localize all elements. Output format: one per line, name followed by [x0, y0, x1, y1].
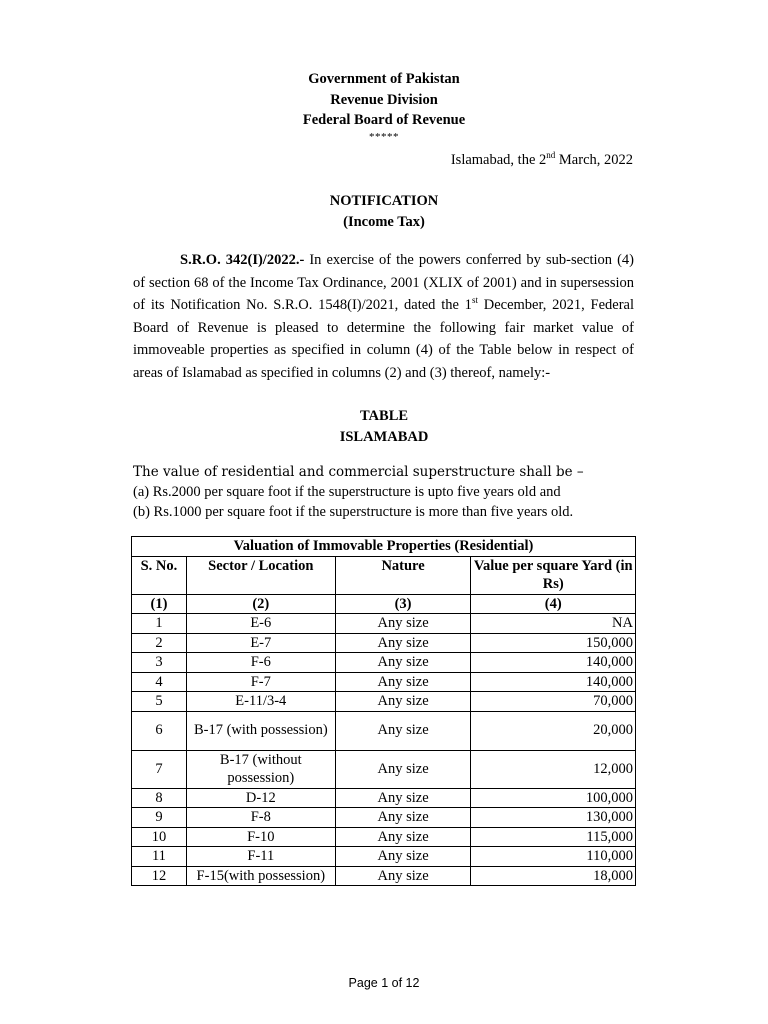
row-nature: Any size: [335, 788, 471, 808]
dateline-prefix: Islamabad, the 2: [450, 152, 547, 168]
notification-title: NOTIFICATION: [329, 193, 439, 209]
table-heading-line2: ISLAMABAD: [339, 429, 429, 445]
row-sno: 9: [132, 808, 187, 828]
row-sector: F-7: [186, 672, 335, 692]
table-header-row: [132, 556, 636, 594]
table-row: [132, 653, 636, 673]
row-value: 100,000: [471, 788, 636, 808]
row-sno: 3: [132, 653, 187, 673]
row-sector: F-15(with possession): [186, 866, 335, 886]
table-row: [132, 711, 636, 750]
row-sector: F-8: [186, 808, 335, 828]
row-sector: E-6: [186, 614, 335, 634]
paragraph-ordinal: st: [471, 295, 478, 306]
row-value: 12,000: [471, 750, 636, 788]
row-nature: Any size: [335, 711, 471, 750]
dateline: [451, 150, 633, 170]
dateline-ordinal: nd: [546, 150, 556, 161]
superstructure-item-a: (a) Rs.2000 per square foot if the superstructure is upto five years old and: [133, 484, 561, 500]
table-row: [132, 808, 636, 828]
header-government: Government of Pakistan: [308, 71, 460, 87]
row-value: 150,000: [471, 633, 636, 653]
row-value: 110,000: [471, 847, 636, 867]
row-value: 115,000: [471, 827, 636, 847]
row-sno: 4: [132, 672, 187, 692]
row-nature: Any size: [335, 847, 471, 867]
row-value: 70,000: [471, 692, 636, 712]
valuation-table-body: [132, 537, 636, 886]
row-nature: Any size: [335, 672, 471, 692]
superstructure-item-b: (b) Rs.1000 per square foot if the superstructure is more than five years old.: [133, 504, 574, 520]
header-value: Value per square Yard (in Rs): [471, 556, 636, 594]
header-separator-stars: *****: [369, 130, 399, 143]
row-value: 20,000: [471, 711, 636, 750]
row-sno: 6: [132, 711, 187, 750]
table-row: [132, 672, 636, 692]
row-sno: 2: [132, 633, 187, 653]
paragraph-text-1: In exercise of the powers conferred by sub-section (4) of section 68 of the Income Tax Ordinance, 2001 (XLIX of 2001) and in supersession of its Notification No. S.R.O. 1548(I)/2021, dated the 1: [133, 252, 634, 313]
table-heading-line1: TABLE: [359, 408, 409, 424]
row-sector: D-12: [186, 788, 335, 808]
row-nature: Any size: [335, 653, 471, 673]
row-value: 140,000: [471, 653, 636, 673]
table-row: [132, 692, 636, 712]
row-sno: 5: [132, 692, 187, 712]
table-row: [132, 847, 636, 867]
column-number-4: (4): [471, 594, 636, 614]
row-sno: 12: [132, 866, 187, 886]
row-sno: 8: [132, 788, 187, 808]
valuation-table: [131, 536, 636, 886]
table-row: [132, 614, 636, 634]
row-sector: B-17 (without possession): [186, 750, 335, 788]
header-board: Federal Board of Revenue: [302, 112, 466, 128]
row-nature: Any size: [335, 827, 471, 847]
row-sector: F-10: [186, 827, 335, 847]
document-header: [0, 69, 768, 143]
header-sector: Sector / Location: [186, 556, 335, 594]
table-row: [132, 750, 636, 788]
dateline-suffix: March, 2022: [555, 152, 633, 168]
column-number-1: (1): [132, 594, 187, 614]
row-value: 18,000: [471, 866, 636, 886]
column-number-3: (3): [335, 594, 471, 614]
paragraph-text-2: December, 2021, Federal Board of Revenue is pleased to determine the following fair market value of immoveable properties as specified in column (4) of the Table below in respect of areas of Islamabad as specified in columns (2) and (3) thereof, namely:-: [133, 297, 634, 381]
header-sno: S. No.: [132, 556, 187, 594]
notification-subtitle: (Income Tax): [343, 214, 425, 230]
notification-paragraph: [133, 249, 634, 384]
row-sno: 10: [132, 827, 187, 847]
row-nature: Any size: [335, 808, 471, 828]
row-sno: 1: [132, 614, 187, 634]
row-sector: E-11/3-4: [186, 692, 335, 712]
row-sector: F-11: [186, 847, 335, 867]
table-row: [132, 633, 636, 653]
row-value: 130,000: [471, 808, 636, 828]
row-value: 140,000: [471, 672, 636, 692]
superstructure-intro: The value of residential and commercial superstructure shall be –: [133, 464, 584, 480]
sro-number: S.R.O. 342(I)/2022.-: [180, 252, 305, 268]
row-nature: Any size: [335, 614, 471, 634]
row-value: NA: [471, 614, 636, 634]
header-division: Revenue Division: [330, 91, 438, 108]
row-nature: Any size: [335, 866, 471, 886]
table-caption-row: [132, 537, 636, 557]
row-nature: Any size: [335, 692, 471, 712]
table-row: [132, 827, 636, 847]
page-footer: Page 1 of 12: [348, 976, 420, 990]
row-sector: E-7: [186, 633, 335, 653]
table-row: [132, 866, 636, 886]
table-column-number-row: [132, 594, 636, 614]
row-nature: Any size: [335, 750, 471, 788]
table-heading: [0, 406, 768, 448]
table-row: [132, 788, 636, 808]
superstructure-section: [133, 462, 653, 522]
table-caption: Valuation of Immovable Properties (Residential): [132, 537, 636, 557]
notification-heading: [0, 191, 768, 233]
row-nature: Any size: [335, 633, 471, 653]
header-nature: Nature: [335, 556, 471, 594]
row-sno: 7: [132, 750, 187, 788]
row-sector: F-6: [186, 653, 335, 673]
row-sector: B-17 (with possession): [186, 711, 335, 750]
column-number-2: (2): [186, 594, 335, 614]
row-sno: 11: [132, 847, 187, 867]
